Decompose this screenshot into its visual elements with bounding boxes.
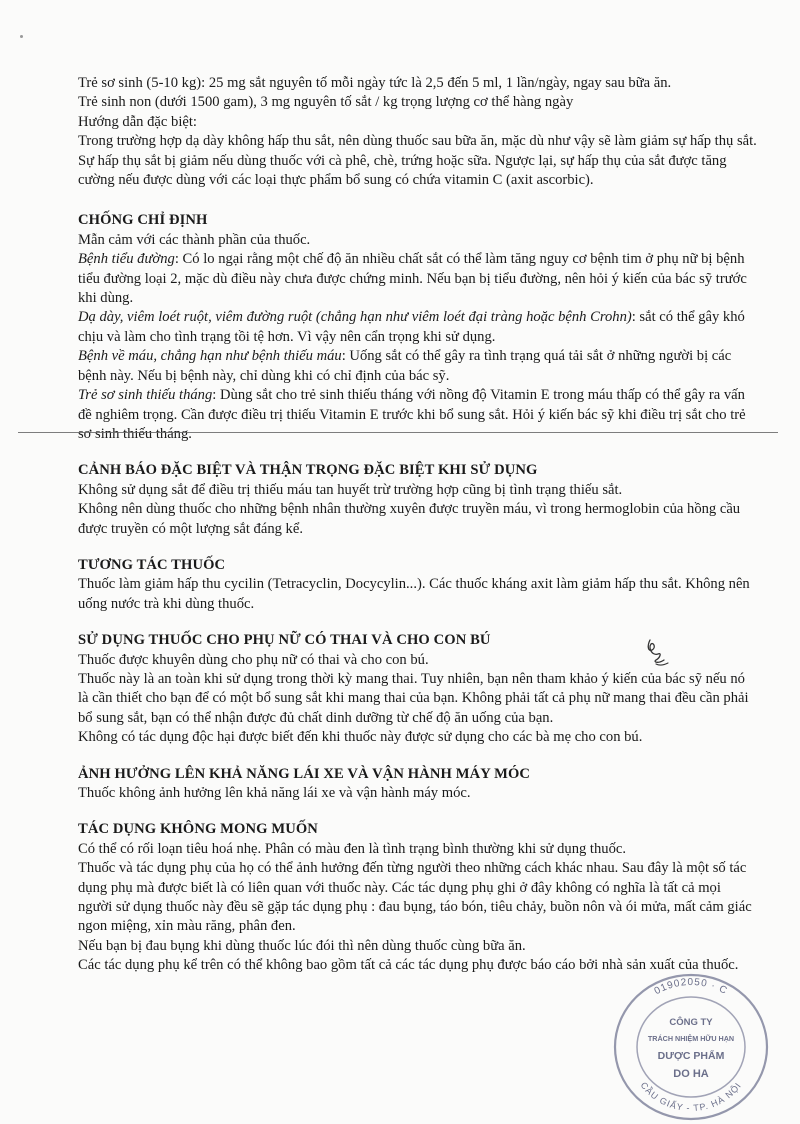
text-blood: : Uống sắt có thể gây ra tình trạng quá tải sắt ở những người bị các bệnh này. Nếu bị bệnh này, chỉ dùng khi có chỉ định của bác sỹ. <box>78 348 732 384</box>
heading-side-effects: TÁC DỤNG KHÔNG MONG MUỐN <box>78 821 318 838</box>
text-diabetes: : Có lo ngại rằng một chế độ ăn nhiều chất sắt có thể làm tăng nguy cơ bệnh tim ở phụ nữ bị bệnh tiểu đường loại 2, mặc dù điều này chưa được chứng minh. Nếu bạn bị tiểu đường, nên hỏi ý kiến của bác sỹ trước khi dùng. <box>78 251 747 307</box>
text-stomach: : sắt có thể gây khó chịu và làm cho tình trạng tồi tệ hơn. Vì vậy nên cẩn trọng khi sử dụng. <box>78 309 745 345</box>
paragraph-pregnancy-1: Thuốc được khuyên dùng cho phụ nữ có thai và cho con bú. <box>78 651 429 668</box>
heading-driving: ẢNH HƯỞNG LÊN KHẢ NĂNG LÁI XE VÀ VẬN HÀNH MÁY MÓC <box>78 765 531 782</box>
paragraph-premature <box>78 386 758 444</box>
stamp-ring-address: CẦU GIẤY - TP. HÀ NỘI <box>638 1080 744 1113</box>
text-premature: : Dùng sắt cho trẻ sinh thiếu tháng với nồng độ Vitamin E trong máu thấp có thể gây ra vấn đề nghiêm trọng. Cần được điều trị thiếu Vitamin E trước khi bổ sung sắt. Hỏi ý kiến bác sỹ khi điều trị sắt cho trẻ sơ sinh thiếu tháng. <box>78 387 746 442</box>
paragraph-absorption-foods: Sự hấp thụ sắt bị giảm nếu dùng thuốc với cà phê, chè, trứng hoặc sữa. Ngược lại, sự hấp thụ của sắt được tăng cường nếu được dùng với các loại thực phẩm bổ sung có chứa vitamin C (axit ascorbic). <box>78 152 727 189</box>
stamp-line-llc: TRÁCH NHIỆM HỮU HẠN <box>647 1034 735 1043</box>
paragraph-stomach-absorption: Trong trường hợp dạ dày không hấp thu sắt, nên dùng thuốc sau bữa ăn, mặc dù như vậy sẽ làm giảm sự hấp thụ sắt. <box>78 133 757 150</box>
paragraph-driving: Thuốc không ảnh hưởng lên khả năng lái xe và vận hành máy móc. <box>78 785 471 801</box>
signature-initial <box>634 636 678 672</box>
scan-line <box>18 432 778 433</box>
paragraph-side-effects-4: Các tác dụng phụ kể trên có thể không bao gồm tất cả các tác dụng phụ được báo cáo bởi nhà sản xuất của thuốc. <box>78 957 739 974</box>
paragraph-warning-1: Không sử dụng sắt để điều trị thiếu máu tan huyết trừ trường hợp cũng bị tình trạng thiếu sắt. <box>78 481 623 498</box>
paragraph-pregnancy-3: Không có tác dụng độc hại được biết đến khi thuốc này được sử dụng cho các bà mẹ cho con bú. <box>78 729 643 746</box>
paragraph-premature-dose: Trẻ sinh non (dưới 1500 gam), 3 mg nguyên tố sắt / kg trọng lượng cơ thể hàng ngày <box>78 94 574 111</box>
paragraph-side-effects-2: Thuốc và tác dụng phụ của họ có thể ảnh hưởng đến từng người theo những cách khác nhau. Sau đây là một số tác dụng phụ mà được biết là có liên quan với thuốc này. Các tác dụng phụ ghi ở đây không có nghĩa là tất cả mọi người sử dụng thuốc này đều sẽ gặp tác dụng phụ : đau bụng, táo bón, tiêu chảy, buồn nôn và ói mửa, mất cảm giác ngon miệng, xỉn màu răng, phân đen. <box>78 860 752 935</box>
paragraph-warning-2: Không nên dùng thuốc cho những bệnh nhân thường xuyên được truyền máu, vì trong hermoglobin của hồng cầu được truyền có một lượng sắt đáng kể. <box>78 501 741 537</box>
paragraph-pregnancy-2: Thuốc này là an toàn khi sử dụng trong thời kỳ mang thai. Tuy nhiên, bạn nên tham khảo ý kiến của bác sỹ nếu nó là cần thiết cho bạn để có một bổ sung sắt khi mang thai của bạn. Không phải tất cả phụ nữ mang thai đều cần phải bổ sung sắt, bạn có thể nhận được đủ chất dinh dưỡng từ chế độ ăn uống của bạn. <box>78 670 749 726</box>
heading-pregnancy: SỬ DỤNG THUỐC CHO PHỤ NỮ CÓ THAI VÀ CHO CON BÚ <box>78 632 491 649</box>
stamp-inner-ring <box>637 997 745 1097</box>
heading-interactions: TƯƠNG TÁC THUỐC <box>78 556 226 573</box>
paragraph-stomach <box>78 308 758 347</box>
stamp-line-company: CÔNG TY <box>669 1017 713 1028</box>
paragraph-blood <box>78 347 758 386</box>
paragraph-side-effects-3: Nếu bạn bị đau bụng khi dùng thuốc lúc đói thì nên dùng thuốc cùng bữa ăn. <box>78 937 526 954</box>
scan-speck <box>20 35 23 38</box>
paragraph-interactions: Thuốc làm giảm hấp thu cycilin (Tetracyclin, Docycylin...). Các thuốc kháng axit làm giảm hấp thu sắt. Không nên uống nước trà khi dùng thuốc. <box>78 576 750 612</box>
document-body <box>78 74 758 976</box>
label-stomach: Dạ dày, viêm loét ruột, viêm đường ruột (chẳng hạn như viêm loét đại tràng hoặc bệnh Crohn) <box>78 309 632 326</box>
label-premature: Trẻ sơ sinh thiếu tháng <box>78 387 213 404</box>
stamp-ring-code: 01902050 · C <box>652 976 730 998</box>
heading-contraindications: CHỐNG CHỈ ĐỊNH <box>78 212 208 229</box>
paragraph-special-guidance-label: Hướng dẫn đặc biệt: <box>78 113 197 130</box>
label-diabetes: Bệnh tiểu đường <box>78 251 175 268</box>
company-stamp <box>608 967 774 1123</box>
stamp-line-pharma: DƯỢC PHẨM <box>657 1050 725 1062</box>
paragraph-side-effects-1: Có thể có rối loạn tiêu hoá nhẹ. Phân có màu đen là tình trạng bình thường khi sử dụng thuốc. <box>78 840 627 857</box>
heading-warnings: CẢNH BÁO ĐẶC BIỆT VÀ THẬN TRỌNG ĐẶC BIỆT KHI SỬ DỤNG <box>78 462 538 479</box>
paragraph-diabetes <box>78 250 758 308</box>
paragraph-infant-dose: Trẻ sơ sinh (5-10 kg): 25 mg sắt nguyên tố mỗi ngày tức là 2,5 đến 5 ml, 1 lần/ngày, ngay sau bữa ăn. <box>78 75 672 91</box>
stamp-line-name: DO HA <box>673 1068 709 1080</box>
label-blood: Bệnh về máu, chẳng hạn như bệnh thiếu máu <box>78 348 342 365</box>
paragraph-hypersensitivity: Mẫn cảm với các thành phần của thuốc. <box>78 231 311 248</box>
